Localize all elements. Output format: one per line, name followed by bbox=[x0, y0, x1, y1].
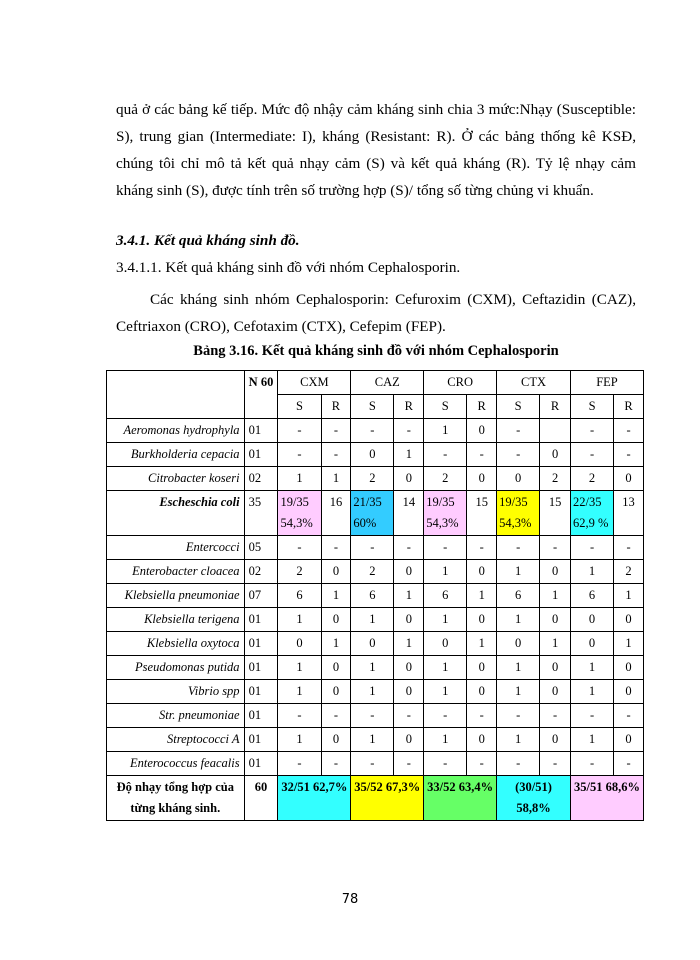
value-cell: - bbox=[467, 536, 497, 560]
value-cell: 0 bbox=[540, 656, 571, 680]
count-cell: 01 bbox=[244, 728, 278, 752]
value-cell: 0 bbox=[278, 632, 321, 656]
value-cell: 0 bbox=[394, 467, 424, 491]
value-cell: - bbox=[424, 704, 467, 728]
value-cell: 15 bbox=[540, 491, 571, 536]
value-cell: - bbox=[351, 752, 394, 776]
value-cell: 6 bbox=[278, 584, 321, 608]
table-row bbox=[107, 704, 644, 728]
value-cell: - bbox=[540, 752, 571, 776]
value-cell: 1 bbox=[571, 560, 614, 584]
section-heading-3411: 3.4.1.1. Kết quả kháng sinh đồ với nhóm Cephalosporin. bbox=[116, 259, 461, 276]
count-cell: 35 bbox=[244, 491, 278, 536]
value-cell: - bbox=[540, 536, 571, 560]
value-cell: 1 bbox=[351, 680, 394, 704]
species-name-cell: Klebsiella terigena bbox=[107, 608, 245, 632]
count-cell: 01 bbox=[244, 752, 278, 776]
table-row bbox=[107, 728, 644, 752]
value-cell: 2 bbox=[351, 467, 394, 491]
value-cell: - bbox=[614, 419, 644, 443]
value-cell: 1 bbox=[467, 584, 497, 608]
value-cell: 1 bbox=[497, 728, 540, 752]
value-cell: 0 bbox=[497, 632, 540, 656]
value-cell: 19/35 54,3% bbox=[497, 491, 540, 536]
value-cell: 0 bbox=[467, 608, 497, 632]
value-cell: 1 bbox=[321, 632, 351, 656]
value-cell: - bbox=[614, 752, 644, 776]
value-cell: 0 bbox=[394, 656, 424, 680]
count-cell: 02 bbox=[244, 560, 278, 584]
table-row bbox=[107, 467, 644, 491]
cephalosporin-paragraph: Các kháng sinh nhóm Cephalosporin: Cefuroxim (CXM), Ceftazidin (CAZ), Ceftriaxon (CRO), Cefotaxim (CTX), Cefepim (FEP). bbox=[116, 291, 636, 335]
value-cell: - bbox=[321, 704, 351, 728]
value-cell: 1 bbox=[278, 608, 321, 632]
value-cell: 0 bbox=[424, 632, 467, 656]
species-name-cell: Klebsiella pneumoniae bbox=[107, 584, 245, 608]
count-cell: 01 bbox=[244, 656, 278, 680]
count-cell: 01 bbox=[244, 632, 278, 656]
value-cell: 2 bbox=[571, 467, 614, 491]
table-row bbox=[107, 491, 644, 536]
intro-paragraph: quả ở các bảng kế tiếp. Mức độ nhậy cảm kháng sinh chia 3 mức:Nhạy (Susceptible: S), trung gian (Intermediate: I), kháng (Resistant: R). Ở các bảng thống kê KSĐ, chúng tôi chỉ mô tả kết quả nhạy cảm (S) và kết quả kháng (R). Tỷ lệ nhạy cảm kháng sinh (S), được tính trên số trường hợp (S)/ tổng số từng chủng vi khuẩn. bbox=[116, 101, 636, 199]
value-cell: 0 bbox=[394, 728, 424, 752]
table-row bbox=[107, 608, 644, 632]
value-cell: - bbox=[351, 419, 394, 443]
summary-value-cell: (30/51) 58,8% bbox=[497, 776, 571, 821]
drug-header-cxm: CXM bbox=[278, 371, 351, 395]
value-cell: 1 bbox=[394, 584, 424, 608]
value-cell: 1 bbox=[278, 728, 321, 752]
value-cell: 0 bbox=[540, 608, 571, 632]
value-cell: 0 bbox=[321, 560, 351, 584]
value-cell: - bbox=[424, 536, 467, 560]
value-cell: 0 bbox=[467, 656, 497, 680]
r-header-cell: R bbox=[394, 395, 424, 419]
r-header-cell: R bbox=[614, 395, 644, 419]
header-blank-cell bbox=[107, 371, 245, 419]
value-cell: 1 bbox=[424, 608, 467, 632]
value-cell: 1 bbox=[540, 584, 571, 608]
value-cell: 19/35 54,3% bbox=[424, 491, 467, 536]
table-row bbox=[107, 656, 644, 680]
page-number: 78 bbox=[341, 892, 359, 907]
value-cell: - bbox=[321, 752, 351, 776]
value-cell: 0 bbox=[467, 467, 497, 491]
value-cell: 1 bbox=[424, 656, 467, 680]
value-cell: - bbox=[321, 536, 351, 560]
value-cell: 0 bbox=[540, 560, 571, 584]
value-cell: - bbox=[497, 536, 540, 560]
value-cell: 0 bbox=[540, 443, 571, 467]
value-cell: 1 bbox=[278, 467, 321, 491]
table-row bbox=[107, 680, 644, 704]
value-cell: 0 bbox=[394, 608, 424, 632]
value-cell bbox=[540, 419, 571, 443]
species-name-cell: Streptococci A bbox=[107, 728, 245, 752]
value-cell: 14 bbox=[394, 491, 424, 536]
value-cell: 6 bbox=[424, 584, 467, 608]
value-cell: - bbox=[497, 752, 540, 776]
summary-value-cell: 33/52 63,4% bbox=[424, 776, 497, 821]
table-header-row bbox=[107, 371, 644, 395]
value-cell: - bbox=[278, 443, 321, 467]
value-cell: - bbox=[351, 536, 394, 560]
species-name-cell: Enterococcus feacalis bbox=[107, 752, 245, 776]
value-cell: 2 bbox=[424, 467, 467, 491]
results-table bbox=[106, 370, 644, 821]
species-name-cell: Aeromonas hydrophyla bbox=[107, 419, 245, 443]
summary-value-cell: 35/52 67,3% bbox=[351, 776, 424, 821]
value-cell: - bbox=[278, 704, 321, 728]
species-name-cell: Burkholderia cepacia bbox=[107, 443, 245, 467]
value-cell: 0 bbox=[467, 680, 497, 704]
value-cell: - bbox=[571, 419, 614, 443]
value-cell: 0 bbox=[394, 560, 424, 584]
value-cell: 1 bbox=[540, 632, 571, 656]
value-cell: - bbox=[424, 443, 467, 467]
value-cell: 1 bbox=[614, 632, 644, 656]
s-header-cell: S bbox=[571, 395, 614, 419]
table-row bbox=[107, 632, 644, 656]
value-cell: - bbox=[424, 752, 467, 776]
value-cell: - bbox=[394, 536, 424, 560]
r-header-cell: R bbox=[321, 395, 351, 419]
count-cell: 05 bbox=[244, 536, 278, 560]
value-cell: - bbox=[614, 536, 644, 560]
value-cell: - bbox=[278, 752, 321, 776]
table-caption: Bảng 3.16. Kết quả kháng sinh đồ với nhóm Cephalosporin bbox=[193, 343, 559, 359]
value-cell: 1 bbox=[351, 728, 394, 752]
count-cell: 01 bbox=[244, 608, 278, 632]
value-cell: 1 bbox=[467, 632, 497, 656]
species-name-cell: Citrobacter koseri bbox=[107, 467, 245, 491]
drug-header-cro: CRO bbox=[424, 371, 497, 395]
value-cell: - bbox=[321, 419, 351, 443]
value-cell: 0 bbox=[351, 632, 394, 656]
value-cell: 0 bbox=[614, 656, 644, 680]
drug-header-fep: FEP bbox=[571, 371, 644, 395]
species-name-cell: Pseudomonas putida bbox=[107, 656, 245, 680]
value-cell: 0 bbox=[540, 680, 571, 704]
value-cell: 19/35 54,3% bbox=[278, 491, 321, 536]
value-cell: 13 bbox=[614, 491, 644, 536]
table-row bbox=[107, 443, 644, 467]
value-cell: - bbox=[571, 704, 614, 728]
summary-label-cell: Độ nhạy tổng hợp của từng kháng sinh. bbox=[107, 776, 245, 821]
summary-value-cell: 35/51 68,6% bbox=[571, 776, 644, 821]
value-cell: 6 bbox=[571, 584, 614, 608]
value-cell: 1 bbox=[497, 680, 540, 704]
value-cell: 1 bbox=[497, 608, 540, 632]
value-cell: - bbox=[614, 704, 644, 728]
value-cell: 1 bbox=[351, 608, 394, 632]
value-cell: - bbox=[497, 419, 540, 443]
value-cell: 1 bbox=[424, 419, 467, 443]
s-header-cell: S bbox=[351, 395, 394, 419]
species-name-cell: Enterobacter cloacea bbox=[107, 560, 245, 584]
value-cell: 0 bbox=[614, 608, 644, 632]
value-cell: - bbox=[571, 752, 614, 776]
value-cell: - bbox=[497, 443, 540, 467]
drug-header-caz: CAZ bbox=[351, 371, 424, 395]
value-cell: 0 bbox=[614, 467, 644, 491]
value-cell: 1 bbox=[351, 656, 394, 680]
value-cell: 1 bbox=[571, 656, 614, 680]
value-cell: 2 bbox=[278, 560, 321, 584]
count-cell: 01 bbox=[244, 443, 278, 467]
summary-row bbox=[107, 776, 644, 821]
value-cell: 1 bbox=[424, 728, 467, 752]
value-cell: 1 bbox=[321, 584, 351, 608]
species-name-cell: Escheschia coli bbox=[107, 491, 245, 536]
value-cell: 0 bbox=[467, 560, 497, 584]
value-cell: - bbox=[278, 419, 321, 443]
n-header-cell: N 60 bbox=[244, 371, 278, 419]
value-cell: 1 bbox=[321, 467, 351, 491]
value-cell: 1 bbox=[278, 656, 321, 680]
summary-count-cell: 60 bbox=[244, 776, 278, 821]
value-cell: 2 bbox=[351, 560, 394, 584]
value-cell: 1 bbox=[614, 584, 644, 608]
value-cell: 0 bbox=[571, 632, 614, 656]
species-name-cell: Klebsiella oxytoca bbox=[107, 632, 245, 656]
value-cell: - bbox=[467, 752, 497, 776]
s-header-cell: S bbox=[424, 395, 467, 419]
drug-header-ctx: CTX bbox=[497, 371, 571, 395]
value-cell: 0 bbox=[321, 680, 351, 704]
value-cell: - bbox=[571, 443, 614, 467]
species-name-cell: Entercocci bbox=[107, 536, 245, 560]
value-cell: 0 bbox=[540, 728, 571, 752]
value-cell: 1 bbox=[571, 680, 614, 704]
value-cell: 6 bbox=[497, 584, 540, 608]
value-cell: - bbox=[571, 536, 614, 560]
value-cell: - bbox=[540, 704, 571, 728]
r-header-cell: R bbox=[467, 395, 497, 419]
value-cell: 0 bbox=[321, 608, 351, 632]
value-cell: 1 bbox=[497, 656, 540, 680]
value-cell: 1 bbox=[394, 632, 424, 656]
value-cell: 1 bbox=[424, 560, 467, 584]
value-cell: - bbox=[351, 704, 394, 728]
s-header-cell: S bbox=[278, 395, 321, 419]
section-heading-341: 3.4.1. Kết quả kháng sinh đồ. bbox=[116, 232, 300, 249]
table-row bbox=[107, 752, 644, 776]
value-cell: - bbox=[497, 704, 540, 728]
summary-value-cell: 32/51 62,7% bbox=[278, 776, 351, 821]
value-cell: 21/35 60% bbox=[351, 491, 394, 536]
count-cell: 02 bbox=[244, 467, 278, 491]
value-cell: 16 bbox=[321, 491, 351, 536]
value-cell: 0 bbox=[571, 608, 614, 632]
r-header-cell: R bbox=[540, 395, 571, 419]
value-cell: - bbox=[394, 419, 424, 443]
count-cell: 07 bbox=[244, 584, 278, 608]
value-cell: 1 bbox=[394, 443, 424, 467]
value-cell: 0 bbox=[321, 656, 351, 680]
value-cell: 1 bbox=[278, 680, 321, 704]
value-cell: 6 bbox=[351, 584, 394, 608]
value-cell: 2 bbox=[614, 560, 644, 584]
count-cell: 01 bbox=[244, 704, 278, 728]
value-cell: - bbox=[394, 752, 424, 776]
value-cell: 0 bbox=[497, 467, 540, 491]
table-row bbox=[107, 536, 644, 560]
table-row bbox=[107, 419, 644, 443]
value-cell: 22/35 62,9 % bbox=[571, 491, 614, 536]
value-cell: 1 bbox=[424, 680, 467, 704]
value-cell: - bbox=[467, 443, 497, 467]
value-cell: 0 bbox=[467, 419, 497, 443]
value-cell: 0 bbox=[614, 728, 644, 752]
value-cell: - bbox=[614, 443, 644, 467]
value-cell: 1 bbox=[497, 560, 540, 584]
count-cell: 01 bbox=[244, 680, 278, 704]
value-cell: - bbox=[467, 704, 497, 728]
value-cell: - bbox=[394, 704, 424, 728]
s-header-cell: S bbox=[497, 395, 540, 419]
value-cell: 15 bbox=[467, 491, 497, 536]
value-cell: 0 bbox=[614, 680, 644, 704]
value-cell: - bbox=[321, 443, 351, 467]
value-cell: 0 bbox=[351, 443, 394, 467]
value-cell: 0 bbox=[321, 728, 351, 752]
value-cell: 2 bbox=[540, 467, 571, 491]
value-cell: - bbox=[278, 536, 321, 560]
table-row bbox=[107, 584, 644, 608]
value-cell: 1 bbox=[571, 728, 614, 752]
table-row bbox=[107, 560, 644, 584]
species-name-cell: Vibrio spp bbox=[107, 680, 245, 704]
value-cell: 0 bbox=[394, 680, 424, 704]
value-cell: 0 bbox=[467, 728, 497, 752]
species-name-cell: Str. pneumoniae bbox=[107, 704, 245, 728]
count-cell: 01 bbox=[244, 419, 278, 443]
